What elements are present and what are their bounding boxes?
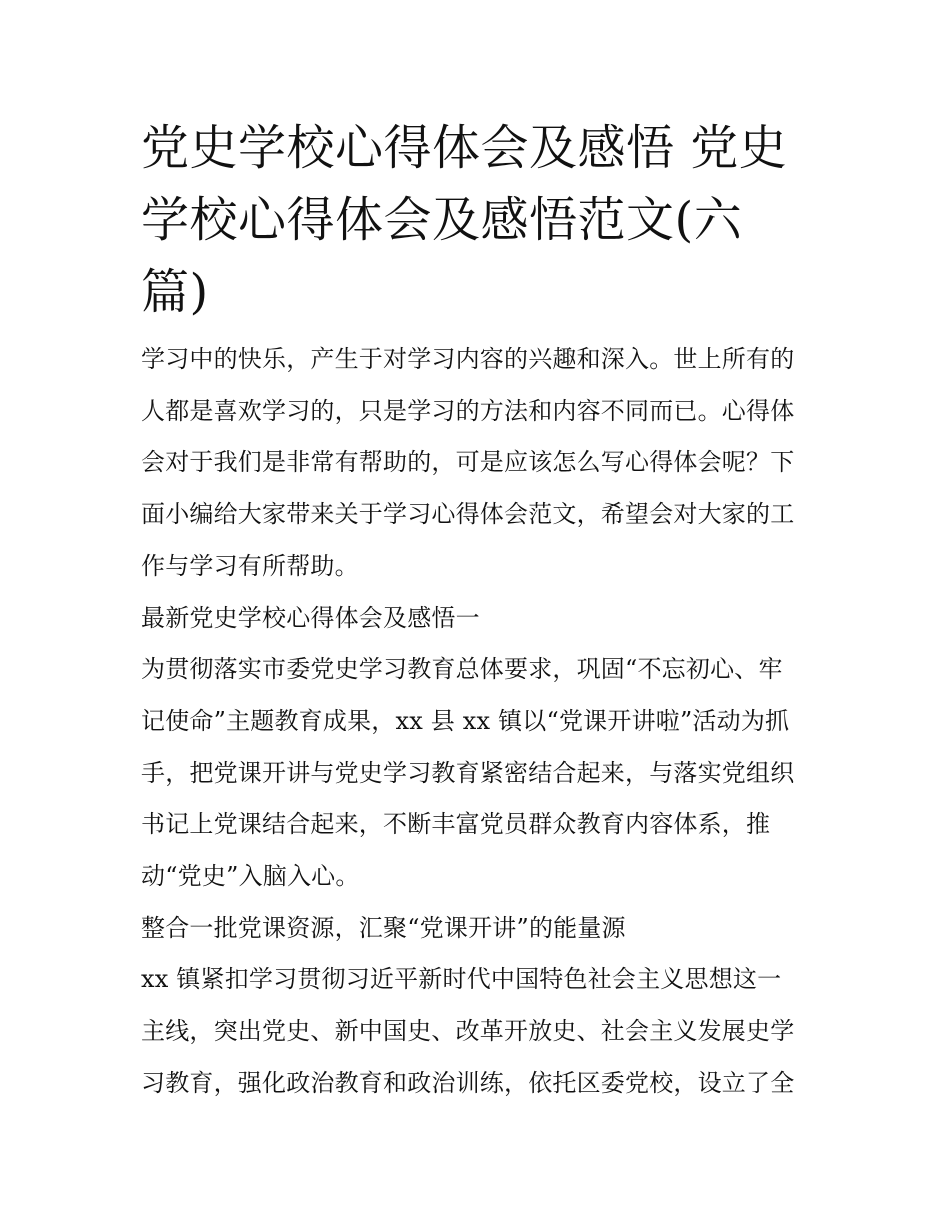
subsection-heading: 整合一批党课资源，汇聚“党课开讲”的能量源 [141, 913, 626, 942]
body-paragraph: 为贯彻落实市委党史学习教育总体要求，巩固“不忘初心、牢 记使命”主题教育成果，xx 县 xx 镇以“党课开讲啦”活动为抓 手，把党课开讲与党史学习教育紧密结合起来，与落实党组织 书记上党课结合起来，不断丰富党员群众教育内容体系，推 动“党史”入脑入心。 [141, 655, 795, 891]
document-title: 党史学校心得体会及感悟 党史 学校心得体会及感悟范文(六 篇) [141, 120, 788, 320]
section-heading-1: 最新党史学校心得体会及感悟一 [141, 603, 480, 632]
intro-paragraph: 学习中的快乐，产生于对学习内容的兴趣和深入。世上所有的 人都是喜欢学习的，只是学习的方法和内容不同而已。心得体 会对于我们是非常有帮助的，可是应该怎么写心得体会呢？下 面小编给大家带来关于学习心得体会范文，希望会对大家的工 作与学习有所帮助。 [141, 345, 795, 580]
body-paragraph: xx 镇紧扣学习贯彻习近平新时代中国特色社会主义思想这一 主线，突出党史、新中国史、改革开放史、社会主义发展史学 习教育，强化政治教育和政治训练，依托区委党校，设立了全 [141, 965, 795, 1097]
document-content [141, 112, 813, 1110]
document-body [141, 334, 813, 1110]
